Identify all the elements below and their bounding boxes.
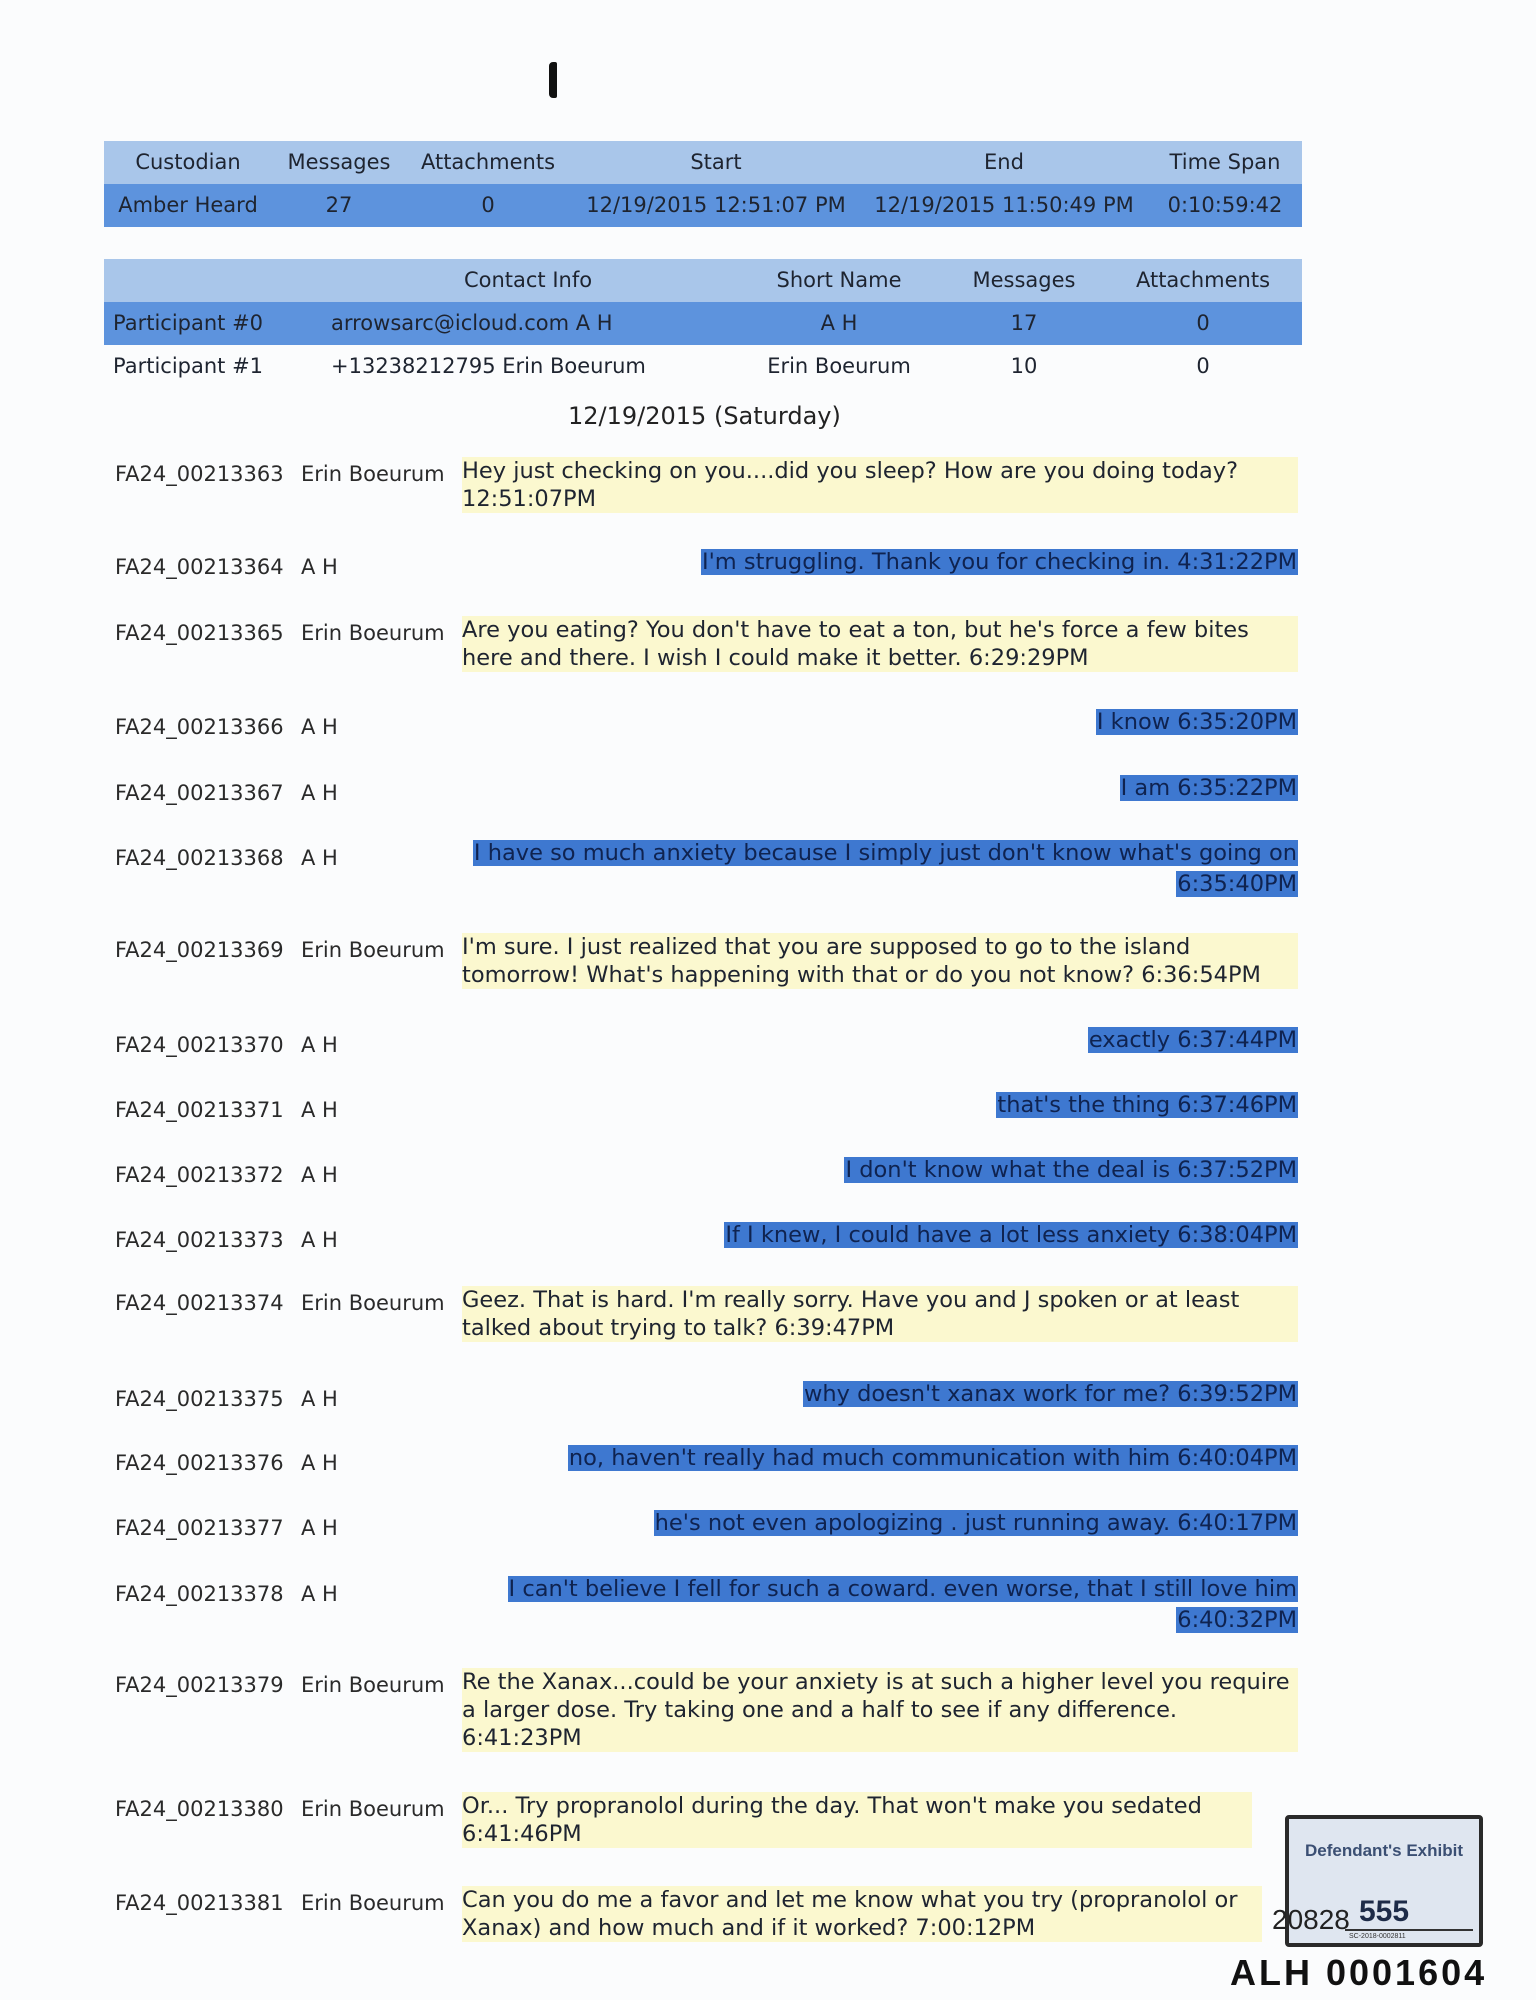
summary-header-row <box>104 141 1302 184</box>
message-id: FA24_00213375 <box>115 1387 284 1411</box>
participant-attachments: 0 <box>1196 311 1210 335</box>
message-text: he's not even apologizing . just running away. 6:40:17PM <box>654 1510 1297 1536</box>
participants-table <box>104 259 1302 388</box>
summary-data-row <box>104 184 1302 227</box>
message-text: that's the thing 6:37:46PM <box>997 1092 1297 1118</box>
messages-value: 27 <box>325 193 353 217</box>
message-sender: A H <box>301 1516 338 1540</box>
page-number: 20828 <box>1272 1904 1350 1935</box>
summary-table <box>104 141 1302 227</box>
message-sender: Erin Boeurum <box>301 1797 445 1821</box>
message-text: I don't know what the deal is 6:37:52PM <box>845 1157 1297 1183</box>
participant-short-name: A H <box>820 311 858 335</box>
message-id: FA24_00213369 <box>115 938 284 962</box>
message-sender: A H <box>301 555 338 579</box>
message-sender: A H <box>301 1228 338 1252</box>
message-text: I'm struggling. Thank you for checking in. 4:31:22PM <box>701 549 1297 575</box>
message-id: FA24_00213363 <box>115 462 284 486</box>
exhibit-case-number: SC-2018-0002811 <box>1349 1933 1406 1940</box>
message-text: Re the Xanax...could be your anxiety is at such a higher level you require a larger dose. Try taking one and a half to see if any difference. 6:41:23PM <box>462 1668 1298 1752</box>
message-text: I have so much anxiety because I simply just don't know what's going on 6:35:40PM <box>473 840 1297 897</box>
message-sender: A H <box>301 1451 338 1475</box>
message-id: FA24_00213371 <box>115 1098 284 1122</box>
message-sender: Erin Boeurum <box>301 938 445 962</box>
exhibit-stamp-line <box>1345 1929 1473 1931</box>
message-text: I am 6:35:22PM <box>1120 775 1297 801</box>
message-text: I'm sure. I just realized that you are supposed to go to the island tomorrow! What's happening with that or do you not know? 6:36:54PM <box>462 933 1298 989</box>
message-id: FA24_00213367 <box>115 781 284 805</box>
exhibit-stamp-title: Defendant's Exhibit <box>1304 1841 1463 1860</box>
message-text: Can you do me a favor and let me know what you try (propranolol or Xanax) and how much and if it worked? 7:00:12PM <box>462 1886 1262 1942</box>
col-start: Start <box>690 150 742 174</box>
message-sender: Erin Boeurum <box>301 621 445 645</box>
message-id: FA24_00213378 <box>115 1582 284 1606</box>
message-id: FA24_00213377 <box>115 1516 284 1540</box>
message-sender: A H <box>301 1033 338 1057</box>
scan-mark <box>549 62 557 98</box>
message-id: FA24_00213368 <box>115 846 284 870</box>
participant-attachments: 0 <box>1196 354 1210 378</box>
message-sender: A H <box>301 1582 338 1606</box>
message-sender: A H <box>301 1387 338 1411</box>
participant-row <box>104 302 1302 345</box>
participant-label: Participant #0 <box>113 311 264 335</box>
exhibit-number: 555 <box>1358 1895 1410 1928</box>
participant-short-name: Erin Boeurum <box>767 354 911 378</box>
message-text: no, haven't really had much communication with him 6:40:04PM <box>568 1445 1297 1471</box>
col-attachments: Attachments <box>420 150 556 174</box>
message-text: why doesn't xanax work for me? 6:39:52PM <box>803 1381 1297 1407</box>
col-short-name: Short Name <box>776 268 902 292</box>
message-id: FA24_00213365 <box>115 621 284 645</box>
col-participant-messages: Messages <box>972 268 1076 292</box>
participant-messages: 17 <box>1010 311 1038 335</box>
message-text: Geez. That is hard. I'm really sorry. Have you and J spoken or at least talked about trying to talk? 6:39:47PM <box>462 1286 1298 1342</box>
message-text: Are you eating? You don't have to eat a ton, but he's force a few bites here and there. I wish I could make it better. 6:29:29PM <box>462 616 1298 672</box>
message-text: exactly 6:37:44PM <box>1088 1027 1297 1053</box>
custodian-value: Amber Heard <box>118 193 258 217</box>
message-id: FA24_00213380 <box>115 1797 284 1821</box>
col-contact-info: Contact Info <box>463 268 593 292</box>
message-text: If I knew, I could have a lot less anxiety 6:38:04PM <box>725 1222 1297 1248</box>
message-sender: Erin Boeurum <box>301 1673 445 1697</box>
participant-contact: arrowsarc@icloud.com A H <box>331 311 613 335</box>
time-span-value: 0:10:59:42 <box>1167 193 1283 217</box>
participant-contact: +13238212795 Erin Boeurum <box>331 354 646 378</box>
message-sender: A H <box>301 781 338 805</box>
col-messages: Messages <box>287 150 391 174</box>
message-sender: A H <box>301 846 338 870</box>
participant-label: Participant #1 <box>113 354 264 378</box>
col-end: End <box>984 150 1024 174</box>
participant-messages: 10 <box>1010 354 1038 378</box>
message-sender: Erin Boeurum <box>301 462 445 486</box>
col-participant-attachments: Attachments <box>1135 268 1271 292</box>
message-sender: Erin Boeurum <box>301 1291 445 1315</box>
message-id: FA24_00213364 <box>115 555 284 579</box>
message-id: FA24_00213374 <box>115 1291 284 1315</box>
participants-header-row <box>104 259 1302 302</box>
message-text: I can't believe I fell for such a coward. even worse, that I still love him 6:40:32PM <box>508 1576 1297 1633</box>
message-id: FA24_00213376 <box>115 1451 284 1475</box>
end-value: 12/19/2015 11:50:49 PM <box>874 193 1134 217</box>
message-sender: A H <box>301 1163 338 1187</box>
message-sender: A H <box>301 1098 338 1122</box>
date-header: 12/19/2015 (Saturday) <box>568 402 841 430</box>
message-text: Hey just checking on you....did you sleep? How are you doing today? 12:51:07PM <box>462 457 1298 513</box>
participant-row <box>104 345 1302 388</box>
message-id: FA24_00213373 <box>115 1228 284 1252</box>
attachments-value: 0 <box>481 193 495 217</box>
message-sender: A H <box>301 715 338 739</box>
start-value: 12/19/2015 12:51:07 PM <box>586 193 846 217</box>
message-id: FA24_00213370 <box>115 1033 284 1057</box>
col-time-span: Time Span <box>1169 150 1281 174</box>
message-sender: Erin Boeurum <box>301 1891 445 1915</box>
message-id: FA24_00213379 <box>115 1673 284 1697</box>
bates-number: ALH 0001604 <box>1230 1952 1488 1993</box>
col-custodian: Custodian <box>135 150 241 174</box>
message-id: FA24_00213372 <box>115 1163 284 1187</box>
message-id: FA24_00213366 <box>115 715 284 739</box>
message-id: FA24_00213381 <box>115 1891 284 1915</box>
message-text: Or... Try propranolol during the day. That won't make you sedated 6:41:46PM <box>462 1792 1252 1848</box>
message-text: I know 6:35:20PM <box>1096 709 1297 735</box>
